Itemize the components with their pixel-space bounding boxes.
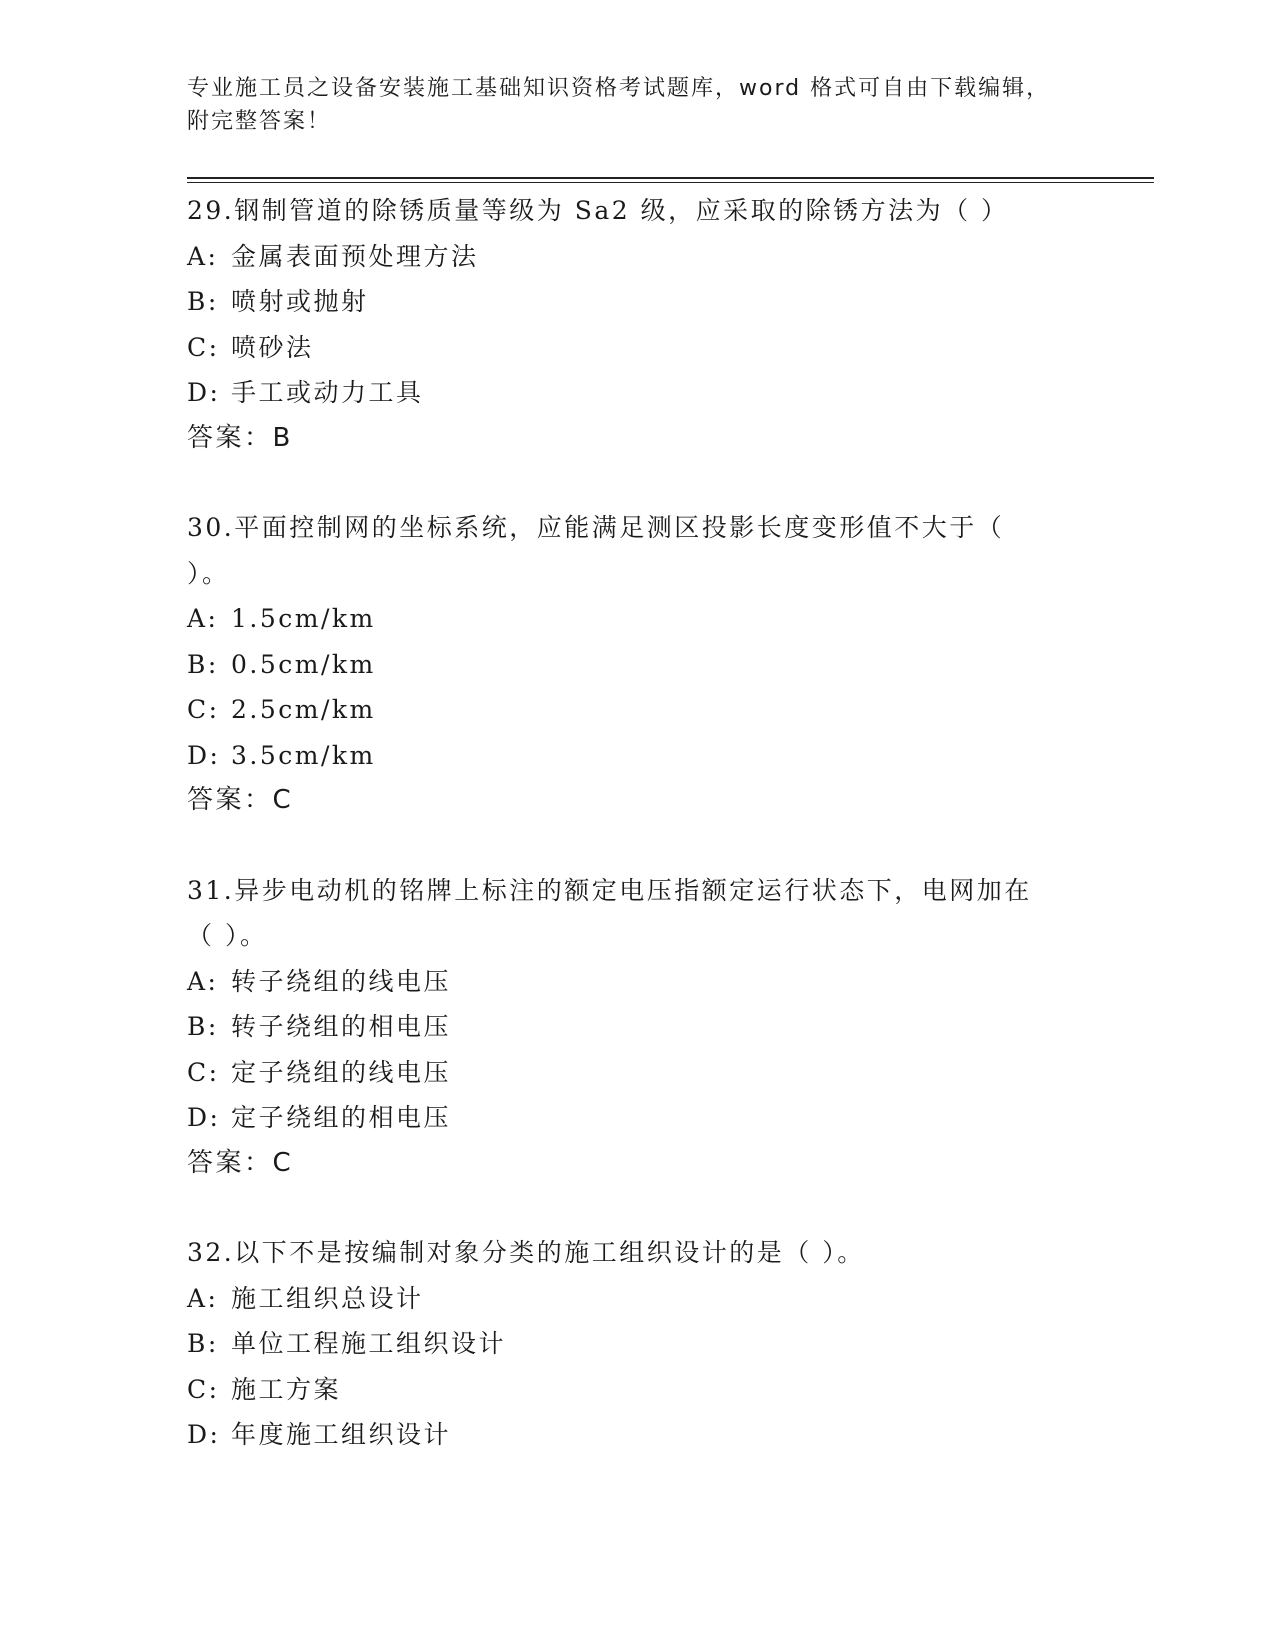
question-1 bbox=[187, 188, 1154, 461]
header-divider-thick bbox=[187, 177, 1154, 179]
header-line-2: 附完整答案！ bbox=[187, 109, 332, 134]
option-text: 金属表面预处理方法 bbox=[231, 241, 479, 271]
answer-option bbox=[187, 959, 1154, 1005]
answer-option bbox=[187, 642, 1154, 688]
question-stem-line: 30.平面控制网的坐标系统，应能满足测区投影长度变形值不大于（ bbox=[187, 513, 1005, 542]
answer-option bbox=[187, 1004, 1154, 1050]
answer-option bbox=[187, 1276, 1154, 1322]
document-page bbox=[187, 0, 1154, 1650]
answer-key: 答案：C bbox=[187, 1147, 294, 1178]
answer-key: 答案：C bbox=[187, 785, 294, 815]
document-header bbox=[187, 72, 1154, 138]
option-letter: B: bbox=[187, 1329, 219, 1358]
question-4 bbox=[187, 1230, 1154, 1458]
option-text: 喷射或抛射 bbox=[231, 287, 369, 316]
answer-option bbox=[187, 1050, 1154, 1096]
option-letter: B: bbox=[187, 649, 219, 679]
option-letter: A: bbox=[187, 966, 219, 996]
question-stem-line: 29.钢制管道的除锈质量等级为 Sa2 级，应采取的除锈方法为（ ） bbox=[187, 196, 1009, 225]
option-text: 转子绕组的相电压 bbox=[231, 1012, 452, 1041]
option-text: 定子绕组的线电压 bbox=[231, 1057, 452, 1087]
answer-key: 答案：B bbox=[187, 422, 293, 453]
answer-option bbox=[187, 687, 1154, 733]
answer-option bbox=[187, 325, 1154, 371]
option-letter: C: bbox=[187, 332, 220, 362]
option-letter: D: bbox=[187, 1420, 221, 1449]
answer-option bbox=[187, 596, 1154, 642]
question-3 bbox=[187, 868, 1154, 1187]
option-text: 0.5cm/km bbox=[231, 649, 376, 679]
option-letter: A: bbox=[187, 1283, 219, 1313]
option-letter: B: bbox=[187, 1012, 219, 1041]
answer-option bbox=[187, 1412, 1154, 1458]
option-letter: B: bbox=[187, 287, 219, 316]
answer-option bbox=[187, 1367, 1154, 1413]
option-letter: A: bbox=[187, 604, 219, 633]
option-text: 定子绕组的相电压 bbox=[231, 1103, 452, 1132]
question-spacer bbox=[187, 824, 1154, 868]
option-letter: C: bbox=[187, 695, 220, 724]
question-spacer bbox=[187, 461, 1154, 505]
option-letter: C: bbox=[187, 1374, 220, 1404]
option-text: 1.5cm/km bbox=[231, 604, 376, 633]
option-text: 3.5cm/km bbox=[231, 740, 376, 770]
question-list bbox=[187, 188, 1154, 1458]
answer-option bbox=[187, 1321, 1154, 1367]
answer-option bbox=[187, 234, 1154, 280]
option-letter: A: bbox=[187, 241, 219, 271]
question-stem-line: ）。 bbox=[187, 558, 230, 588]
option-text: 施工组织总设计 bbox=[231, 1283, 424, 1313]
question-spacer bbox=[187, 1186, 1154, 1230]
option-letter: C: bbox=[187, 1057, 220, 1087]
option-text: 施工方案 bbox=[231, 1374, 342, 1404]
answer-option bbox=[187, 370, 1154, 416]
option-text: 转子绕组的线电压 bbox=[231, 966, 452, 996]
question-stem-line: （ ）。 bbox=[187, 921, 268, 950]
answer-option bbox=[187, 733, 1154, 779]
header-line-1: 专业施工员之设备安装施工基础知识资格考试题库，word 格式可自由下载编辑， bbox=[187, 76, 1051, 101]
question-stem-line: 32.以下不是按编制对象分类的施工组织设计的是（ ）。 bbox=[187, 1238, 865, 1267]
answer-option bbox=[187, 279, 1154, 325]
option-letter: D: bbox=[187, 740, 221, 770]
answer-option bbox=[187, 1095, 1154, 1141]
option-text: 手工或动力工具 bbox=[231, 378, 424, 407]
header-divider-thin bbox=[187, 182, 1154, 183]
option-text: 单位工程施工组织设计 bbox=[231, 1329, 507, 1358]
option-text: 2.5cm/km bbox=[231, 695, 376, 724]
option-letter: D: bbox=[187, 1103, 221, 1132]
option-letter: D: bbox=[187, 378, 221, 407]
option-text: 年度施工组织设计 bbox=[231, 1420, 452, 1449]
question-stem-line: 31.异步电动机的铭牌上标注的额定电压指额定运行状态下，电网加在 bbox=[187, 875, 1032, 905]
option-text: 喷砂法 bbox=[231, 332, 314, 362]
question-2 bbox=[187, 505, 1154, 824]
